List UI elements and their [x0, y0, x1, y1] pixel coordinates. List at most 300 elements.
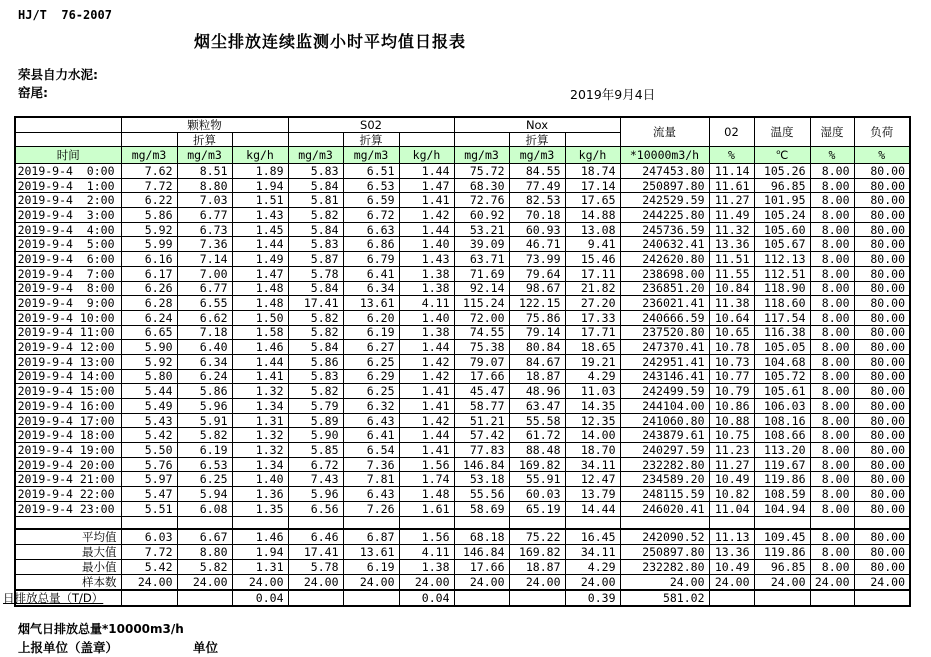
header-group-row: [15, 117, 910, 133]
value-cell: 105.24: [754, 208, 810, 223]
value-cell: 1.42: [399, 208, 454, 223]
value-cell: 7.14: [177, 252, 232, 267]
company-name: 荣县自力水泥:: [18, 67, 98, 82]
value-cell: 5.83: [288, 164, 343, 179]
value-cell: 8.00: [810, 457, 854, 472]
time-cell: 2019-9-4 18:00: [15, 428, 121, 443]
time-cell: 2019-9-4 7:00: [15, 266, 121, 281]
value-cell: 5.97: [121, 472, 177, 487]
value-cell: 1.38: [399, 266, 454, 281]
value-cell: 34.11: [565, 457, 620, 472]
value-cell: 11.51: [709, 252, 754, 267]
time-cell: 2019-9-4 3:00: [15, 208, 121, 223]
value-cell: 21.82: [565, 281, 620, 296]
value-cell: 7.62: [121, 164, 177, 179]
value-cell: 105.05: [754, 340, 810, 355]
value-cell: 15.46: [565, 252, 620, 267]
value-cell: 250897.80: [620, 178, 709, 193]
value-cell: 53.18: [454, 472, 509, 487]
value-cell: 1.40: [399, 237, 454, 252]
group-header-flow: 流量: [620, 117, 709, 147]
value-cell: 169.82: [509, 544, 565, 559]
value-cell: [454, 590, 509, 606]
value-cell: 13.79: [565, 487, 620, 502]
value-cell: 8.00: [810, 266, 854, 281]
time-cell: 2019-9-4 23:00: [15, 501, 121, 516]
value-cell: 6.28: [121, 296, 177, 311]
value-cell: 24.00: [121, 574, 177, 590]
value-cell: 8.00: [810, 208, 854, 223]
value-cell: 77.49: [509, 178, 565, 193]
value-cell: 1.41: [399, 384, 454, 399]
value-cell: 10.77: [709, 369, 754, 384]
value-cell: 80.00: [854, 472, 910, 487]
value-cell: 1.44: [232, 354, 288, 369]
value-cell: 5.83: [288, 237, 343, 252]
value-cell: 105.72: [754, 369, 810, 384]
value-cell: 80.00: [854, 340, 910, 355]
time-cell: 2019-9-4 14:00: [15, 369, 121, 384]
value-cell: 80.00: [854, 529, 910, 545]
value-cell: 6.27: [343, 340, 399, 355]
value-cell: 60.93: [509, 222, 565, 237]
value-cell: 18.74: [565, 164, 620, 179]
value-cell: 10.82: [709, 487, 754, 502]
value-cell: 5.44: [121, 384, 177, 399]
unit-pm-mgm3: mg/m3: [121, 147, 177, 164]
value-cell: 6.59: [343, 193, 399, 208]
value-cell: 117.54: [754, 310, 810, 325]
value-cell: 105.67: [754, 237, 810, 252]
value-cell: 24.00: [854, 574, 910, 590]
value-cell: 1.47: [399, 178, 454, 193]
value-cell: 1.44: [399, 222, 454, 237]
time-cell: 2019-9-4 5:00: [15, 237, 121, 252]
value-cell: 6.08: [177, 501, 232, 516]
value-cell: 1.38: [399, 281, 454, 296]
value-cell: 236021.41: [620, 296, 709, 311]
reporting-unit-label: 上报单位（盖章）: [18, 640, 119, 655]
value-cell: 242529.59: [620, 193, 709, 208]
value-cell: 5.50: [121, 443, 177, 458]
value-cell: 24.00: [343, 574, 399, 590]
value-cell: 24.00: [754, 574, 810, 590]
value-cell: 58.77: [454, 399, 509, 414]
value-cell: 8.00: [810, 428, 854, 443]
unit-nox-kgh: kg/h: [565, 147, 620, 164]
unit-label: 单位: [193, 640, 219, 655]
value-cell: 242951.41: [620, 354, 709, 369]
value-cell: 105.26: [754, 164, 810, 179]
value-cell: 169.82: [509, 457, 565, 472]
value-cell: 5.51: [121, 501, 177, 516]
value-cell: 82.53: [509, 193, 565, 208]
daily-total-label: 日排放总量（T/D）: [15, 590, 121, 606]
value-cell: [177, 590, 232, 606]
value-cell: 5.84: [288, 178, 343, 193]
value-cell: 5.85: [288, 443, 343, 458]
value-cell: 5.82: [177, 428, 232, 443]
value-cell: 10.84: [709, 281, 754, 296]
value-cell: 5.82: [288, 384, 343, 399]
value-cell: 55.91: [509, 472, 565, 487]
value-cell: 12.35: [565, 413, 620, 428]
value-cell: 24.00: [810, 574, 854, 590]
value-cell: [509, 590, 565, 606]
time-cell: 2019-9-4 15:00: [15, 384, 121, 399]
value-cell: 8.00: [810, 237, 854, 252]
blank-cell: [810, 516, 854, 529]
value-cell: 17.41: [288, 544, 343, 559]
value-cell: 581.02: [620, 590, 709, 606]
value-cell: 60.92: [454, 208, 509, 223]
time-cell: 2019-9-4 4:00: [15, 222, 121, 237]
blank-cell: [454, 516, 509, 529]
value-cell: 104.94: [754, 501, 810, 516]
header-blank-cell: [15, 133, 121, 147]
value-cell: 8.00: [810, 487, 854, 502]
value-cell: 8.00: [810, 443, 854, 458]
value-cell: 1.61: [399, 501, 454, 516]
value-cell: [121, 590, 177, 606]
value-cell: 242620.80: [620, 252, 709, 267]
value-cell: 51.21: [454, 413, 509, 428]
value-cell: 17.66: [454, 559, 509, 574]
table-row: [15, 354, 910, 369]
value-cell: 84.55: [509, 164, 565, 179]
value-cell: 118.60: [754, 296, 810, 311]
value-cell: 24.00: [177, 574, 232, 590]
table-row: [15, 487, 910, 502]
value-cell: 13.36: [709, 544, 754, 559]
value-cell: 6.53: [177, 457, 232, 472]
value-cell: 45.47: [454, 384, 509, 399]
blank-cell: [177, 516, 232, 529]
value-cell: 6.53: [343, 178, 399, 193]
value-cell: 6.65: [121, 325, 177, 340]
value-cell: 5.86: [121, 208, 177, 223]
value-cell: 5.81: [288, 193, 343, 208]
value-cell: 5.47: [121, 487, 177, 502]
value-cell: 10.49: [709, 559, 754, 574]
value-cell: 8.00: [810, 178, 854, 193]
value-cell: 8.00: [810, 559, 854, 574]
value-cell: 246020.41: [620, 501, 709, 516]
header-blank-cell: [399, 133, 454, 147]
value-cell: 13.61: [343, 296, 399, 311]
value-cell: 1.56: [399, 529, 454, 545]
value-cell: 1.36: [232, 487, 288, 502]
value-cell: 6.63: [343, 222, 399, 237]
value-cell: 80.00: [854, 281, 910, 296]
time-cell: 2019-9-4 20:00: [15, 457, 121, 472]
value-cell: 18.87: [509, 369, 565, 384]
value-cell: 11.27: [709, 457, 754, 472]
value-cell: 13.08: [565, 222, 620, 237]
value-cell: 24.00: [399, 574, 454, 590]
time-cell: 2019-9-4 22:00: [15, 487, 121, 502]
value-cell: 18.70: [565, 443, 620, 458]
value-cell: 80.00: [854, 296, 910, 311]
unit-pm-kgh: kg/h: [232, 147, 288, 164]
value-cell: 248115.59: [620, 487, 709, 502]
blank-cell: [509, 516, 565, 529]
value-cell: 5.82: [288, 310, 343, 325]
value-cell: 1.43: [232, 208, 288, 223]
site-name: 窑尾:: [18, 85, 48, 100]
unit-o2-pct: %: [709, 147, 754, 164]
unit-so2-kgh: kg/h: [399, 147, 454, 164]
value-cell: 79.14: [509, 325, 565, 340]
value-cell: 5.92: [121, 354, 177, 369]
value-cell: 240632.41: [620, 237, 709, 252]
value-cell: 80.00: [854, 428, 910, 443]
value-cell: 11.32: [709, 222, 754, 237]
value-cell: 39.09: [454, 237, 509, 252]
value-cell: 5.42: [121, 428, 177, 443]
summary-label: 平均值: [15, 529, 121, 545]
value-cell: 119.67: [754, 457, 810, 472]
value-cell: 8.00: [810, 384, 854, 399]
value-cell: 24.00: [232, 574, 288, 590]
value-cell: [854, 590, 910, 606]
value-cell: 80.84: [509, 340, 565, 355]
value-cell: 6.25: [177, 472, 232, 487]
value-cell: 7.43: [288, 472, 343, 487]
time-column-header: 时间: [15, 147, 121, 164]
unit-nox-mgm3: mg/m3: [454, 147, 509, 164]
value-cell: 5.42: [121, 559, 177, 574]
header-blank-cell: [232, 133, 288, 147]
table-row: [15, 384, 910, 399]
value-cell: 105.61: [754, 384, 810, 399]
value-cell: 108.16: [754, 413, 810, 428]
value-cell: 79.07: [454, 354, 509, 369]
value-cell: 237520.80: [620, 325, 709, 340]
value-cell: 55.56: [454, 487, 509, 502]
value-cell: 5.78: [288, 559, 343, 574]
value-cell: 17.65: [565, 193, 620, 208]
value-cell: 60.03: [509, 487, 565, 502]
value-cell: 1.89: [232, 164, 288, 179]
value-cell: 108.59: [754, 487, 810, 502]
value-cell: 1.38: [399, 325, 454, 340]
value-cell: 1.41: [399, 399, 454, 414]
value-cell: 6.19: [343, 325, 399, 340]
value-cell: 250897.80: [620, 544, 709, 559]
value-cell: 105.60: [754, 222, 810, 237]
value-cell: 8.00: [810, 164, 854, 179]
value-cell: 61.72: [509, 428, 565, 443]
value-cell: 13.36: [709, 237, 754, 252]
value-cell: 8.00: [810, 501, 854, 516]
value-cell: 4.29: [565, 369, 620, 384]
summary-row-samples: [15, 574, 910, 590]
value-cell: 1.31: [232, 413, 288, 428]
value-cell: 5.89: [288, 413, 343, 428]
value-cell: 115.24: [454, 296, 509, 311]
value-cell: 5.84: [288, 281, 343, 296]
value-cell: 17.71: [565, 325, 620, 340]
value-cell: 96.85: [754, 559, 810, 574]
value-cell: 1.40: [399, 310, 454, 325]
value-cell: 5.96: [177, 399, 232, 414]
value-cell: 7.72: [121, 178, 177, 193]
value-cell: 80.00: [854, 164, 910, 179]
value-cell: 7.03: [177, 193, 232, 208]
document-code: HJ/T 76-2007: [18, 8, 112, 22]
value-cell: 16.45: [565, 529, 620, 545]
value-cell: 53.21: [454, 222, 509, 237]
summary-label: 样本数: [15, 574, 121, 590]
value-cell: 1.42: [399, 369, 454, 384]
value-cell: 1.94: [232, 544, 288, 559]
value-cell: 63.71: [454, 252, 509, 267]
value-cell: 1.45: [232, 222, 288, 237]
value-cell: 71.69: [454, 266, 509, 281]
value-cell: 6.19: [343, 559, 399, 574]
value-cell: 106.03: [754, 399, 810, 414]
table-row: [15, 193, 910, 208]
value-cell: 6.46: [288, 529, 343, 545]
table-row: [15, 369, 910, 384]
value-cell: 232282.80: [620, 457, 709, 472]
value-cell: 80.00: [854, 487, 910, 502]
value-cell: 116.38: [754, 325, 810, 340]
value-cell: 88.48: [509, 443, 565, 458]
value-cell: 6.25: [343, 354, 399, 369]
value-cell: 6.03: [121, 529, 177, 545]
blank-cell: [565, 516, 620, 529]
value-cell: 24.00: [509, 574, 565, 590]
value-cell: 11.55: [709, 266, 754, 281]
value-cell: 75.22: [509, 529, 565, 545]
value-cell: 11.27: [709, 193, 754, 208]
value-cell: 1.34: [232, 457, 288, 472]
value-cell: 1.32: [232, 443, 288, 458]
unit-pm-converted-mgm3: mg/m3: [177, 147, 232, 164]
value-cell: 247453.80: [620, 164, 709, 179]
value-cell: 8.00: [810, 399, 854, 414]
time-cell: 2019-9-4 2:00: [15, 193, 121, 208]
table-row: [15, 178, 910, 193]
blank-cell: [399, 516, 454, 529]
value-cell: 1.46: [232, 340, 288, 355]
value-cell: 1.44: [399, 428, 454, 443]
value-cell: 119.86: [754, 472, 810, 487]
value-cell: 244225.80: [620, 208, 709, 223]
value-cell: 5.92: [121, 222, 177, 237]
value-cell: 80.00: [854, 384, 910, 399]
value-cell: 5.87: [288, 252, 343, 267]
value-cell: 6.19: [177, 443, 232, 458]
value-cell: 68.30: [454, 178, 509, 193]
value-cell: [343, 590, 399, 606]
table-row: [15, 443, 910, 458]
value-cell: 1.34: [232, 399, 288, 414]
value-cell: 80.00: [854, 178, 910, 193]
value-cell: 109.45: [754, 529, 810, 545]
value-cell: 1.42: [399, 354, 454, 369]
group-header-so2: S02: [288, 117, 454, 133]
value-cell: 5.82: [288, 325, 343, 340]
value-cell: 1.58: [232, 325, 288, 340]
value-cell: [810, 590, 854, 606]
value-cell: 8.00: [810, 413, 854, 428]
value-cell: 122.15: [509, 296, 565, 311]
value-cell: 7.00: [177, 266, 232, 281]
table-row: [15, 457, 910, 472]
value-cell: 5.76: [121, 457, 177, 472]
value-cell: 11.61: [709, 178, 754, 193]
value-cell: 80.00: [854, 369, 910, 384]
value-cell: 6.24: [177, 369, 232, 384]
value-cell: 6.26: [121, 281, 177, 296]
value-cell: 4.11: [399, 544, 454, 559]
value-cell: 96.85: [754, 178, 810, 193]
value-cell: 5.84: [288, 222, 343, 237]
value-cell: 1.51: [232, 193, 288, 208]
value-cell: 8.00: [810, 472, 854, 487]
summary-label: 最大值: [15, 544, 121, 559]
value-cell: 8.00: [810, 222, 854, 237]
value-cell: 6.79: [343, 252, 399, 267]
value-cell: 6.25: [343, 384, 399, 399]
value-cell: 6.17: [121, 266, 177, 281]
header-blank-cell: [454, 133, 509, 147]
value-cell: 8.00: [810, 340, 854, 355]
value-cell: 10.78: [709, 340, 754, 355]
group-header-temperature: 温度: [754, 117, 810, 147]
value-cell: 9.41: [565, 237, 620, 252]
value-cell: 5.82: [177, 559, 232, 574]
summary-label: 最小值: [15, 559, 121, 574]
value-cell: 1.31: [232, 559, 288, 574]
value-cell: 17.11: [565, 266, 620, 281]
value-cell: 79.64: [509, 266, 565, 281]
value-cell: 236851.20: [620, 281, 709, 296]
value-cell: 58.69: [454, 501, 509, 516]
value-cell: 4.29: [565, 559, 620, 574]
value-cell: 11.13: [709, 529, 754, 545]
value-cell: 48.96: [509, 384, 565, 399]
value-cell: 238698.00: [620, 266, 709, 281]
value-cell: 1.56: [399, 457, 454, 472]
value-cell: 14.00: [565, 428, 620, 443]
value-cell: 5.79: [288, 399, 343, 414]
value-cell: 11.38: [709, 296, 754, 311]
value-cell: 1.40: [232, 472, 288, 487]
value-cell: 1.42: [399, 413, 454, 428]
value-cell: 12.47: [565, 472, 620, 487]
value-cell: 70.18: [509, 208, 565, 223]
value-cell: 10.86: [709, 399, 754, 414]
header-blank-cell: [288, 133, 343, 147]
value-cell: 80.00: [854, 325, 910, 340]
value-cell: 10.79: [709, 384, 754, 399]
value-cell: 104.68: [754, 354, 810, 369]
blank-cell: [854, 516, 910, 529]
group-header-humidity: 湿度: [810, 117, 854, 147]
value-cell: 1.74: [399, 472, 454, 487]
value-cell: 1.48: [232, 281, 288, 296]
unit-so2-mgm3: mg/m3: [288, 147, 343, 164]
value-cell: 84.67: [509, 354, 565, 369]
value-cell: 6.34: [177, 354, 232, 369]
value-cell: 14.88: [565, 208, 620, 223]
value-cell: 1.48: [399, 487, 454, 502]
value-cell: 5.84: [288, 340, 343, 355]
